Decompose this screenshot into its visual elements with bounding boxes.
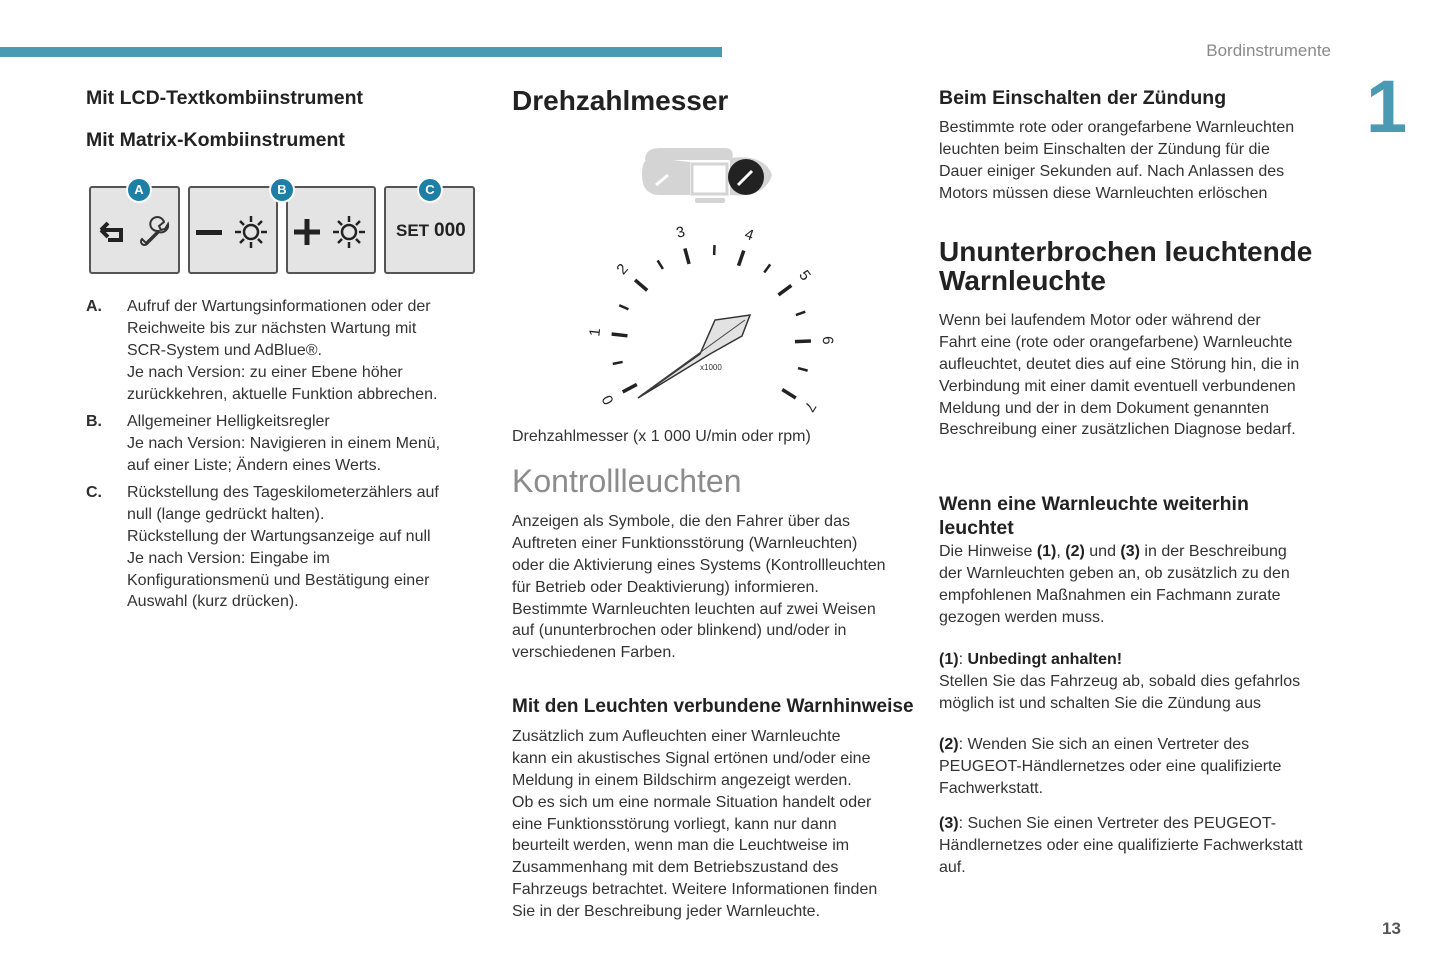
minus-icon	[196, 230, 222, 235]
text-line	[939, 541, 1290, 563]
text-line: auf.	[939, 858, 966, 876]
zuendung-paragraph	[939, 117, 1294, 205]
minor-tick	[613, 362, 623, 364]
text-line: Wenn bei laufendem Motor oder während der	[939, 312, 1261, 329]
header-accent-bar	[0, 47, 722, 57]
minor-tick	[619, 305, 628, 309]
warnhinweise-paragraph	[512, 726, 877, 923]
text: : Wenden Sie sich an einen Vertreter des	[958, 736, 1250, 753]
text-line: Reichweite bis zur nächsten Wartung mit	[127, 319, 417, 337]
text-line: Anzeigen als Symbole, die den Fahrer über das	[512, 513, 850, 530]
text-line: Je nach Version: zu einer Ebene höher	[127, 363, 403, 381]
sun-icon	[235, 216, 267, 248]
gauge-label: 2	[613, 260, 632, 278]
text-line: für Betrieb oder Deaktivierung) informieren.	[512, 578, 819, 596]
text-line: Aufruf der Wartungsinformationen oder der	[127, 298, 431, 315]
gauge-label: 5	[795, 267, 814, 285]
text-line: kann ein akustisches Signal ertönen und/oder eine	[512, 749, 871, 767]
bold-text: (1)	[1036, 543, 1057, 560]
major-tick	[739, 251, 744, 266]
gauge-label: 4	[742, 225, 756, 245]
bold-text: (3)	[1120, 543, 1140, 560]
text-line	[939, 649, 1300, 671]
text-line: möglich ist und schalten Sie die Zündung aus	[939, 694, 1261, 712]
text-line: oder die Aktivierung eines Systems (Kontrollleuchten	[512, 556, 886, 574]
heading-lcd: Mit LCD-Textkombiinstrument	[86, 87, 363, 109]
text-line: Zusammenhang mit dem Betriebszustand des	[512, 859, 839, 877]
text-line: Allgemeiner Helligkeitsregler	[127, 413, 330, 430]
text-line: Ob es sich um eine normale Situation handelt oder	[512, 793, 872, 811]
ununterbrochen-paragraph	[939, 310, 1299, 441]
minor-tick	[796, 312, 805, 315]
note-1	[939, 649, 1300, 715]
text: : Suchen Sie einen Vertreter des PEUGEOT-	[958, 815, 1277, 832]
heading-ununterbrochen	[939, 237, 1312, 295]
text-line: eine Funktionsstörung vorliegt, kann nur dann	[512, 815, 837, 833]
text-line: gezogen werden muss.	[939, 608, 1105, 626]
text: ,	[1056, 543, 1066, 560]
gauge-unit-label: x1000	[700, 363, 722, 372]
major-tick	[782, 390, 796, 398]
text-line: zurückkehren, aktuelle Funktion abbrechen.	[127, 385, 438, 403]
tachometer-figure	[560, 140, 880, 420]
set-label: SET	[396, 221, 430, 240]
text-line: Sie in der Beschreibung jeder Warnleuchte.	[512, 903, 821, 921]
text-line: Wenn eine Warnleuchte weiterhin	[939, 493, 1249, 515]
gauge-label: 0	[598, 392, 618, 408]
text-line: verschiedenen Farben.	[512, 644, 676, 662]
list-key: A.	[86, 298, 102, 315]
minor-tick	[658, 260, 663, 268]
text-line: PEUGEOT-Händlernetzes oder eine qualifizierte	[939, 757, 1282, 775]
heading-zuendung: Beim Einschalten der Zündung	[939, 87, 1227, 109]
instrument-cluster-icon	[642, 148, 772, 203]
text-line: Auswahl (kurz drücken).	[127, 593, 299, 611]
major-tick	[795, 341, 811, 342]
text: Die Hinweise	[939, 543, 1037, 560]
text-line: Auftreten einer Funktionsstörung (Warnleuchten)	[512, 534, 858, 552]
text-line: Je nach Version: Eingabe im	[127, 549, 330, 567]
major-tick	[685, 248, 689, 263]
text-line: Konfigurationsmenü und Bestätigung einer	[127, 571, 430, 589]
minor-tick	[764, 264, 770, 272]
text-line: Händlernetzes oder eine qualifizierte Fachwerkstatt	[939, 836, 1303, 854]
tachometer-caption: Drehzahlmesser (x 1 000 U/min oder rpm)	[512, 428, 811, 445]
text-line: auf einer Liste; Ändern eines Werts.	[127, 456, 382, 474]
text-line	[939, 813, 1303, 835]
text-line: Dauer einiger Sekunden auf. Nach Anlassen des	[939, 162, 1285, 180]
badge-b: B	[269, 177, 295, 203]
bold-text: (2)	[939, 736, 959, 753]
text-line	[939, 734, 1281, 756]
heading-weiterhin	[939, 492, 1249, 540]
badge-c: C	[417, 177, 443, 203]
gauge-label: 1	[586, 327, 605, 338]
text-line: leuchten beim Einschalten der Zündung für die	[939, 140, 1270, 158]
gauge-label: 3	[674, 223, 687, 242]
text-line: empfohlenen Maßnahmen ein Fachmann zurate	[939, 586, 1281, 604]
chapter-number: 1	[1366, 65, 1408, 148]
needle-icon	[638, 315, 750, 398]
major-tick	[623, 384, 637, 392]
list-key: C.	[86, 484, 102, 501]
text-line: Zusätzlich zum Aufleuchten einer Warnleuchte	[512, 728, 841, 745]
text-line: Stellen Sie das Fahrzeug ab, sobald dies gefahrlos	[939, 672, 1301, 690]
text-line: Rückstellung der Wartungsanzeige auf null	[127, 527, 431, 545]
text-line: aufleuchtet, deutet dies auf eine Störung hin, die in	[939, 355, 1300, 373]
text-line: Je nach Version: Navigieren in einem Menü,	[127, 434, 441, 452]
gauge-label: 7	[800, 398, 820, 415]
plus-icon	[294, 219, 320, 245]
text: und	[1084, 543, 1121, 560]
weiterhin-paragraph	[939, 541, 1290, 629]
text-line: Rückstellung des Tageskilometerzählers auf	[127, 484, 439, 501]
gauge-label: 6	[818, 335, 837, 345]
bold-text: (3)	[939, 815, 959, 832]
text-line: leuchtet	[939, 517, 1014, 539]
text-line: Motors müssen diese Warnleuchten erlöschen	[939, 184, 1268, 202]
bold-text: Unbedingt anhalten!	[967, 651, 1123, 668]
major-tick	[778, 285, 791, 295]
list-text	[127, 296, 437, 405]
text-line: Warnleuchte	[939, 265, 1106, 296]
heading-matrix: Mit Matrix-Kombiinstrument	[86, 129, 345, 151]
bold-text: (1)	[939, 651, 959, 668]
sun-icon	[333, 216, 365, 248]
text-line: null (lange gedrückt halten).	[127, 505, 325, 523]
title-kontrollleuchten: Kontrollleuchten	[512, 463, 742, 499]
list-text	[127, 411, 440, 477]
text-line: SCR-System und AdBlue®.	[127, 341, 322, 359]
text-line: der Warnleuchten geben an, ob zusätzlich zu den	[939, 564, 1290, 582]
major-tick	[635, 280, 647, 290]
kontrollleuchten-paragraph	[512, 511, 886, 664]
wrench-icon	[141, 217, 168, 245]
text-line: Fahrt eine (rote oder orangefarbene) Warnleuchte	[939, 333, 1293, 351]
title-drehzahlmesser: Drehzahlmesser	[512, 85, 729, 116]
text-line: Meldung und der in dem Dokument genannten	[939, 399, 1269, 417]
button-brightness-up-figure	[286, 186, 376, 274]
set-value: 000	[434, 220, 466, 241]
text-line: Bestimmte Warnleuchten leuchten auf zwei Weisen	[512, 600, 876, 618]
bold-text: (2)	[1065, 543, 1085, 560]
text-line: Fachwerkstatt.	[939, 779, 1044, 797]
list-key: B.	[86, 413, 102, 430]
text-line: Ununterbrochen leuchtende	[939, 236, 1313, 267]
heading-warnhinweise: Mit den Leuchten verbundene Warnhinweise	[512, 696, 914, 717]
section-name: Bordinstrumente	[1206, 41, 1331, 60]
text-line: beurteilt werden, wenn man die Leuchtweise im	[512, 837, 850, 855]
text-line: Beschreibung einer zusätzlichen Diagnose bedarf.	[939, 421, 1296, 439]
badge-a: A	[126, 177, 152, 203]
text-line: auf (ununterbrochen oder blinkend) und/oder in	[512, 622, 847, 640]
major-tick	[612, 334, 628, 336]
text-line: Meldung in einem Bildschirm angezeigt werden.	[512, 771, 852, 789]
button-brightness-down-figure	[188, 186, 278, 274]
text: :	[958, 651, 968, 668]
text-line: Fahrzeugs betrachtet. Weitere Informationen finden	[512, 881, 878, 899]
list-text	[127, 482, 439, 613]
text-line: Bestimmte rote oder orangefarbene Warnleuchten	[939, 119, 1295, 136]
minor-tick	[798, 368, 808, 371]
note-3	[939, 813, 1303, 879]
text: in der Beschreibung	[1139, 543, 1287, 560]
text-line: Verbindung mit einer damit eventuell verbundenen	[939, 377, 1296, 395]
note-2	[939, 734, 1281, 800]
page-number: 13	[1382, 919, 1401, 938]
